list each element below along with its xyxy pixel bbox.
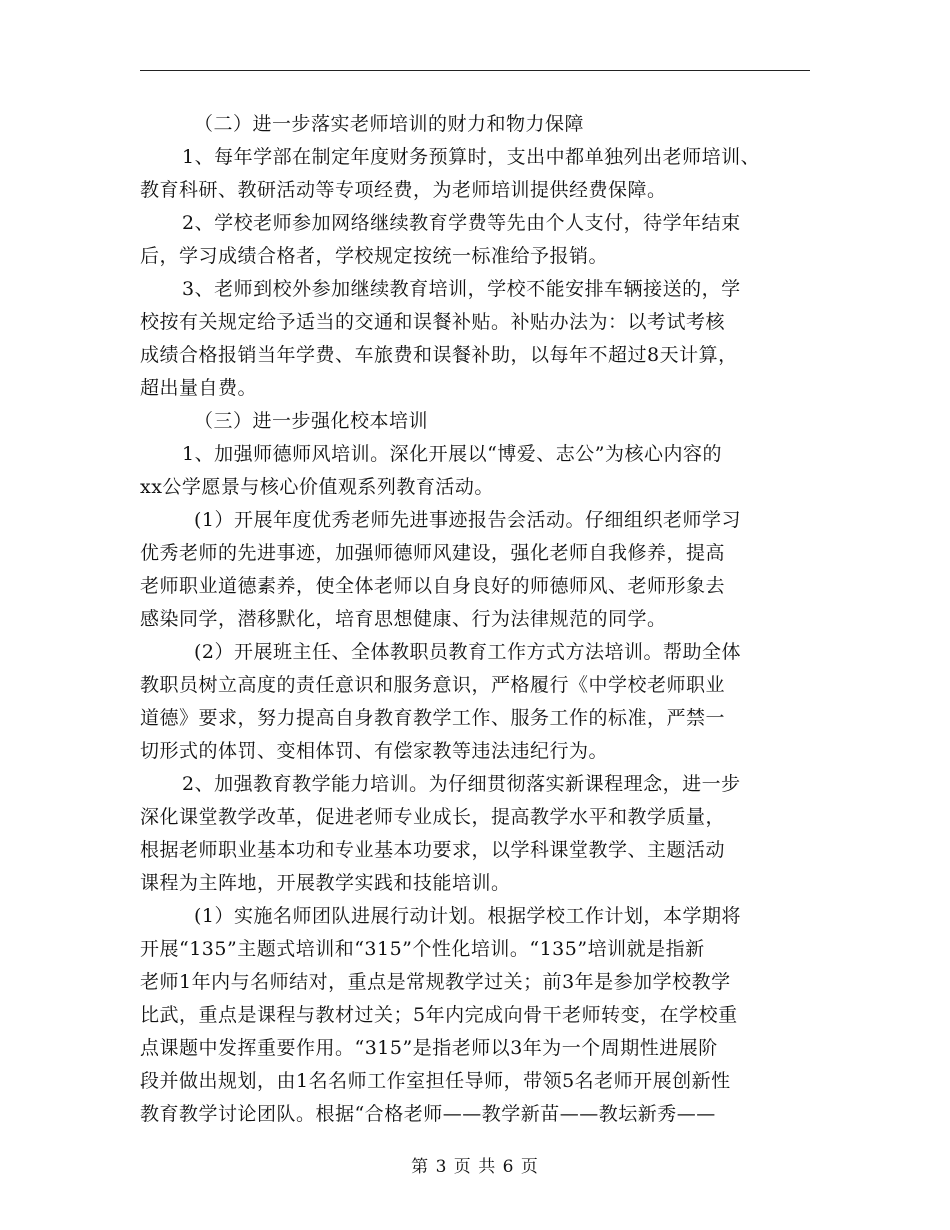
paragraph-line: 2、学校老师参加网络继续教育学费等先由个人支付，待学年结束: [182, 212, 741, 234]
section-heading: （二）进一步落实老师培训的财力和物力保障: [194, 113, 585, 135]
paragraph-line: 2、加强教育教学能力培训。为仔细贯彻落实新课程理念，进一步: [182, 773, 741, 795]
paragraph-line: 根据老师职业基本功和专业基本功要求，以学科课堂教学、主题活动: [140, 839, 726, 861]
paragraph-line: 教育科研、教研活动等专项经费，为老师培训提供经费保障。: [140, 179, 667, 201]
paragraph-line: 后，学习成绩合格者，学校规定按统一标准给予报销。: [140, 245, 609, 267]
paragraph-line: 段并做出规划，由1名名师工作室担任导师，带领5名老师开展创新性: [140, 1070, 731, 1092]
paragraph-line: 成绩合格报销当年学费、车旅费和误餐补助，以每年不超过8天计算，: [140, 344, 738, 366]
paragraph-line: 教职员树立高度的责任意识和服务意识，严格履行《中学校老师职业: [140, 674, 726, 696]
section-heading: （三）进一步强化校本培训: [194, 410, 429, 432]
paragraph-line: 教育教学讨论团队。根据“合格老师——教学新苗——教坛新秀——: [140, 1103, 716, 1125]
paragraph-line: 超出量自费。: [140, 377, 258, 399]
paragraph-line: 点课题中发挥重要作用。“315”是指老师以3年为一个周期性进展阶: [140, 1037, 718, 1059]
header-rule: [140, 70, 810, 71]
paragraph-line: 3、老师到校外参加继续教育培训，学校不能安排车辆接送的，学: [182, 278, 741, 300]
paragraph-line: (1）开展年度优秀老师先进事迹报告会活动。仔细组织老师学习: [194, 509, 742, 531]
paragraph-line: 深化课堂教学改革，促进老师专业成长，提高教学水平和教学质量，: [140, 806, 726, 828]
paragraph-line: 课程为主阵地，开展教学实践和技能培训。: [140, 872, 511, 894]
paragraph-line: 校按有关规定给予适当的交通和误餐补贴。补贴办法为：以考试考核: [140, 311, 726, 333]
paragraph-line: 老师1年内与名师结对，重点是常规教学过关；前3年是参加学校教学: [140, 971, 731, 993]
page-footer: 第 3 页 共 6 页: [411, 1157, 539, 1177]
paragraph-line: 切形式的体罚、变相体罚、有偿家教等违法违纪行为。: [140, 740, 609, 762]
document-body: [140, 108, 814, 1131]
paragraph-line: 感染同学，潜移默化，培育思想健康、行为法律规范的同学。: [140, 608, 667, 630]
paragraph-line: 优秀老师的先进事迹，加强师德师风建设，强化老师自我修养，提高: [140, 542, 726, 564]
paragraph-line: (2）开展班主任、全体教职员教育工作方式方法培训。帮助全体: [194, 641, 742, 663]
paragraph-line: xx公学愿景与核心价值观系列教育活动。: [140, 476, 494, 498]
paragraph-line: 比武，重点是课程与教材过关；5年内完成向骨干老师转变，在学校重: [140, 1004, 738, 1026]
paragraph-line: 1、每年学部在制定年度财务预算时，支出中都单独列出老师培训、: [182, 146, 761, 168]
paragraph-line: 老师职业道德素养，使全体老师以自身良好的师德师风、老师形象去: [140, 575, 726, 597]
paragraph-line: 道德》要求，努力提高自身教育教学工作、服务工作的标准，严禁一: [140, 707, 726, 729]
paragraph-line: (1）实施名师团队进展行动计划。根据学校工作计划，本学期将: [194, 905, 742, 927]
paragraph-line: 开展“135”主题式培训和“315”个性化培训。“135”培训就是指新: [140, 938, 705, 960]
paragraph-line: 1、加强师德师风培训。深化开展以“博爱、志公”为核心内容的: [182, 443, 723, 465]
